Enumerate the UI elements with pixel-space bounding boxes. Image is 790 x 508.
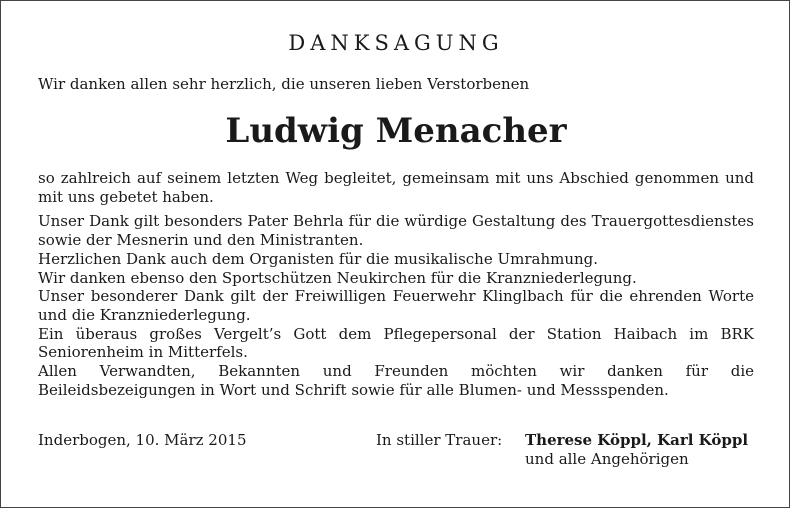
thanks-paragraph: Wir danken ebenso den Sportschützen Neukirchen für die Kranzniederlegung. (38, 268, 637, 287)
thanks-paragraph: Unser Dank gilt besonders Pater Behrla für die würdige Gestaltung des Trauergottesdienstes sowie der Mesnerin und den Ministranten. (38, 212, 754, 250)
thanks-paragraph: Ein überaus großes Vergelt’s Gott dem Pflegepersonal der Station Haibach im BRK Seniorenheim in Mitterfels. (38, 324, 754, 362)
mourning-label-text: In stiller Trauer: (376, 431, 503, 449)
intro-text: Wir danken allen sehr herzlich, die unseren lieben Verstorbenen (38, 75, 530, 93)
mourners-block (525, 431, 748, 469)
mourning-label (376, 431, 502, 450)
thanks-paragraph: Unser besonderer Dank gilt der Freiwilligen Feuerwehr Klinglbach für die ehrenden Worte und die Kranzniederlegung. (38, 287, 754, 324)
notice-heading: DANKSAGUNG (288, 31, 504, 55)
thanks-paragraph: so zahlreich auf seinem letzten Weg begleitet, gemeinsam mit uns Abschied genommen und mit uns gebetet haben. (38, 169, 754, 206)
mourners-others: und alle Angehörigen (525, 450, 689, 468)
thanks-body (38, 169, 754, 399)
thanks-paragraph: Herzlichen Dank auch dem Organisten für die musikalische Umrahmung. (38, 249, 599, 268)
deceased-name: Ludwig Menacher (225, 111, 567, 151)
place-date: Inderbogen, 10. März 2015 (38, 431, 247, 449)
thanks-paragraph: Allen Verwandten, Bekannten und Freunden möchten wir danken für die Beileidsbezeigungen in Wort und Schrift sowie für alle Blumen- und Messspenden. (38, 362, 754, 399)
mourners-names: Therese Köppl, Karl Köppl (525, 431, 749, 449)
